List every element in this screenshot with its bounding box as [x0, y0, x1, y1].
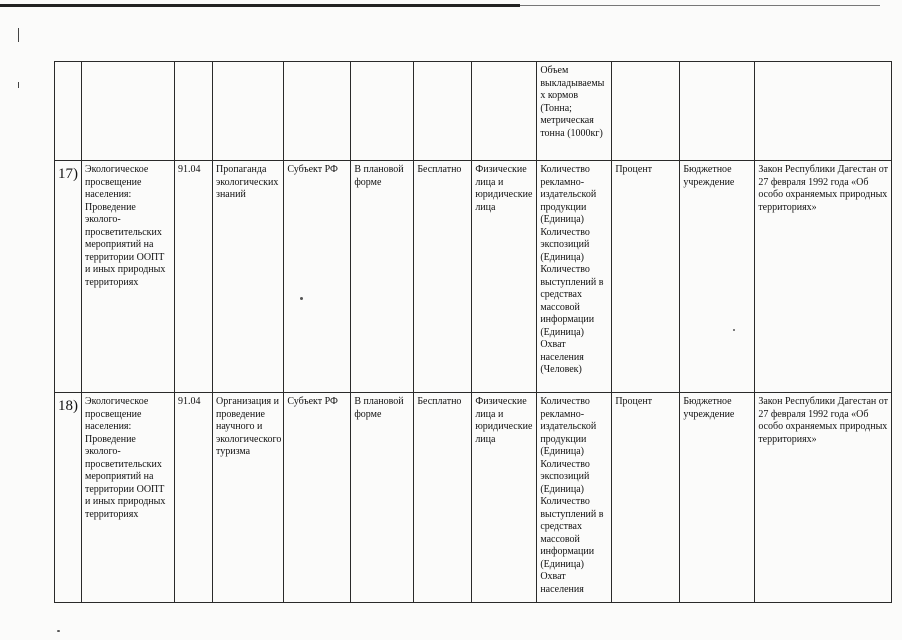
cell-payment: Бесплатно [414, 161, 472, 393]
cell-name [82, 62, 175, 161]
cell-recipients [472, 62, 537, 161]
cell-institution: Бюджетное учреждение [680, 161, 755, 393]
margin-mark [18, 28, 19, 42]
table-row-continuation [55, 62, 892, 161]
cell-law: Закон Республики Дагестан от 27 февраля 1992 года «Об особо охраняемых природных территориях» [755, 393, 892, 603]
cell-indicators [537, 161, 612, 393]
cell-content [213, 62, 284, 161]
cell-recipients: Физические лица и юридические лица [472, 161, 537, 393]
cell-content: Организация и проведение научного и экологического туризма [213, 393, 284, 603]
cell-content: Пропаганда экологических знаний [213, 161, 284, 393]
indicator-item: Количество выступлений в средствах массовой информации (Единица) [540, 264, 604, 338]
cell-payment [414, 62, 472, 161]
services-table [54, 61, 892, 603]
cell-payment: Бесплатно [414, 393, 472, 603]
indicator-line: х кормов [540, 90, 579, 101]
indicator-item: Охват населения [540, 571, 584, 595]
row-number: 17) [55, 161, 82, 393]
cell-level [284, 62, 351, 161]
row-number: 18) [55, 393, 82, 603]
cell-code: 91.04 [175, 393, 213, 603]
cell-law: Закон Республики Дагестан от 27 февраля 1992 года «Об особо охраняемых природных территориях» [755, 161, 892, 393]
cell-institution: Бюджетное учреждение [680, 393, 755, 603]
cell-institution [680, 62, 755, 161]
indicator-line: Объем [540, 65, 569, 76]
indicator-item: Охват населения (Человек) [540, 339, 584, 375]
indicator-item: Количество рекламно-издательской продукции (Единица) [540, 164, 597, 225]
table-row [55, 393, 892, 603]
cell-form: В плановой форме [351, 161, 414, 393]
cell-code: 91.04 [175, 161, 213, 393]
indicator-line: выкладываемы [540, 77, 605, 89]
cell-level: Субъект РФ [284, 161, 351, 393]
cell-unit: Процент [612, 161, 680, 393]
indicator-item: Количество рекламно-издательской продукции (Единица) [540, 396, 597, 457]
cell-form: В плановой форме [351, 393, 414, 603]
cell-unit: Процент [612, 393, 680, 603]
cell-name: Экологическое просвещение населения: Проведение эколого-просветительских мероприятий на территории ООПТ и иных природных территориях [82, 161, 175, 393]
indicator-item: Количество экспозиций (Единица) [540, 226, 590, 263]
cell-form [351, 62, 414, 161]
indicator-line: тонна (1000кг) [540, 127, 603, 139]
cell-code [175, 62, 213, 161]
scan-top-rule-thin [520, 5, 880, 6]
cell-indicators [537, 62, 612, 161]
cell-recipients: Физические лица и юридические лица [472, 393, 537, 603]
indicator-line: метрическая [540, 115, 594, 126]
cell-unit [612, 62, 680, 161]
indicator-line: (Тонна; [540, 102, 572, 114]
table-row [55, 161, 892, 393]
cell-law [755, 62, 892, 161]
indicator-item: Количество выступлений в средствах массовой информации (Единица) [540, 496, 604, 570]
margin-mark [18, 82, 19, 88]
cell-indicators [537, 393, 612, 603]
cell-name: Экологическое просвещение населения: Проведение эколого-просветительских мероприятий на территории ООПТ и иных природных территориях [82, 393, 175, 603]
indicator-item: Количество экспозиций (Единица) [540, 458, 590, 495]
cell-number [55, 62, 82, 161]
scan-top-rule [0, 4, 520, 7]
cell-level: Субъект РФ [284, 393, 351, 603]
scan-speck [57, 630, 60, 632]
